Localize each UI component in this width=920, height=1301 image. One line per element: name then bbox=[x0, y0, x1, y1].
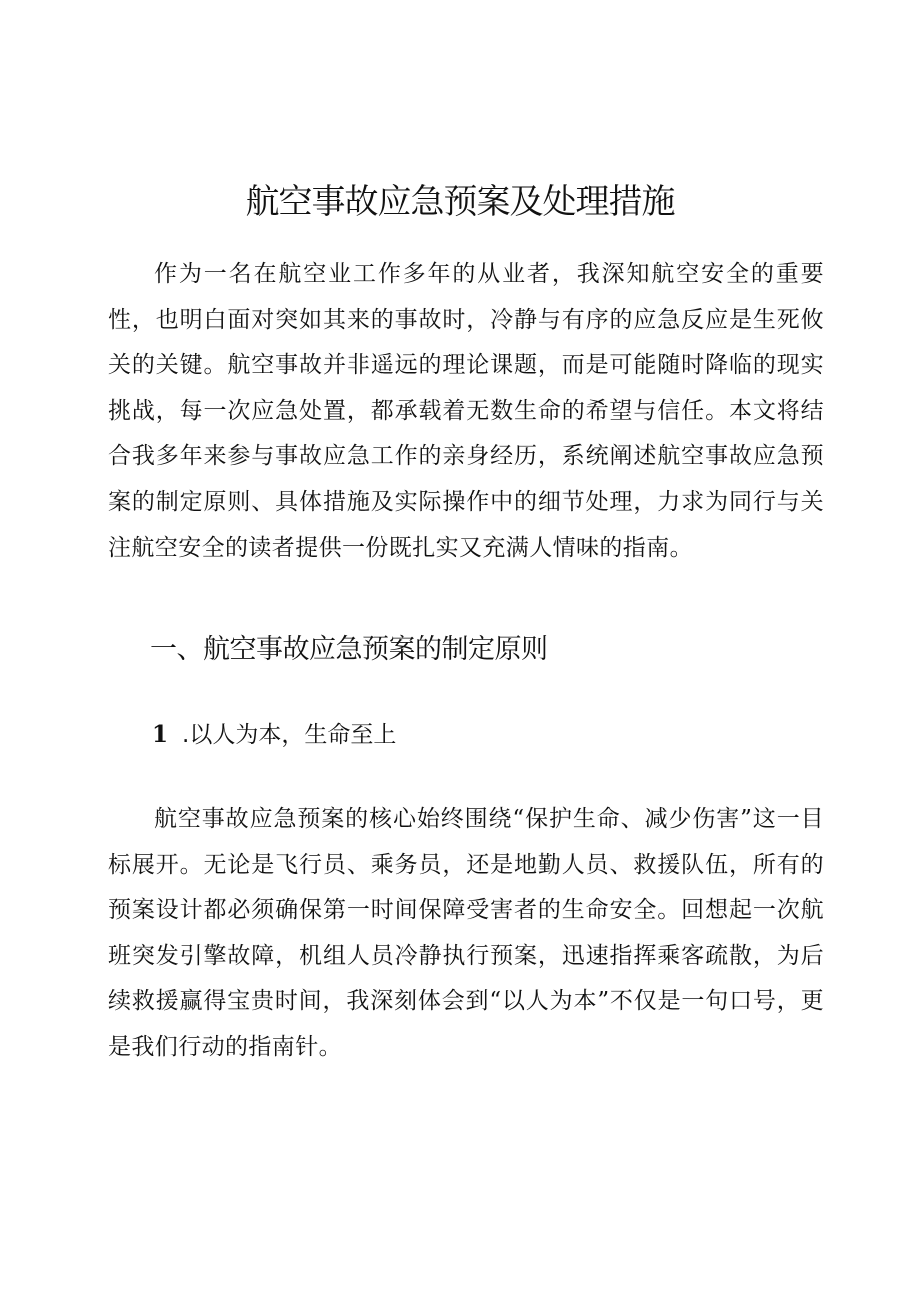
body-paragraph: 航空事故应急预案的核心始终围绕“保护生命、减少伤害”这一目标展开。无论是飞行员、乘务员，还是地勤人员、救援队伍，所有的预案设计都必须确保第一时间保障受害者的生命安全。回想起一次航班突发引擎故障，机组人员冷静执行预案，迅速指挥乘客疏散，为后续救援赢得宝贵时间，我深刻体会到“以人为本”不仅是一句口号，更是我们行动的指南针。 bbox=[108, 806, 824, 1060]
subsection-title: .以人为本，生命至上 bbox=[182, 722, 397, 748]
document-title: 航空事故应急预案及处理措施 bbox=[245, 182, 675, 222]
subsection-heading bbox=[152, 717, 396, 753]
subsection-number: 1 bbox=[152, 721, 169, 748]
intro-paragraph: 作为一名在航空业工作多年的从业者，我深知航空安全的重要性，也明白面对突如其来的事故时，冷静与有序的应急反应是生死攸关的关键。航空事故并非遥远的理论课题，而是可能随时降临的现实挑战，每一次应急处置，都承载着无数生命的希望与信任。本文将结合我多年来参与事故应急工作的亲身经历，系统阐述航空事故应急预案的制定原则、具体措施及实际操作中的细节处理，力求为同行与关注航空安全的读者提供一份既扎实又充满人情味的指南。 bbox=[108, 261, 824, 561]
section-heading: 一、航空事故应急预案的制定原则 bbox=[150, 634, 548, 665]
